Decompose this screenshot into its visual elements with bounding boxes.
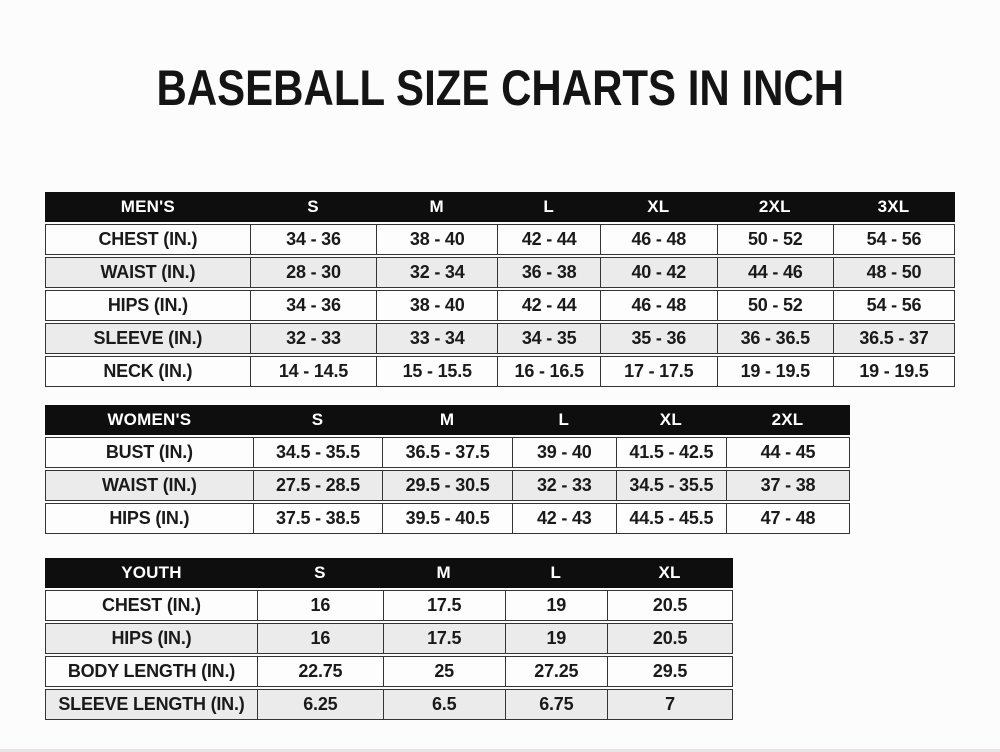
size-value-cell: 42 - 44 <box>497 290 600 321</box>
size-value-cell: 36 - 36.5 <box>717 323 833 354</box>
size-value-cell: 38 - 40 <box>376 224 497 255</box>
table-row <box>45 689 733 720</box>
size-value-cell: 48 - 50 <box>833 257 955 288</box>
col-header: 3XL <box>833 192 955 222</box>
size-value-cell: 19 <box>505 590 608 621</box>
size-value-cell: 16 <box>257 623 383 654</box>
size-value-cell: 20.5 <box>607 623 733 654</box>
size-value-cell: 6.5 <box>383 689 505 720</box>
page-title <box>0 60 1000 116</box>
table-row <box>45 656 733 687</box>
size-value-cell: 27.25 <box>505 656 608 687</box>
size-value-cell: 16 - 16.5 <box>497 356 600 387</box>
col-header: S <box>257 558 383 588</box>
row-label: HIPS (IN.) <box>45 290 250 321</box>
size-value-cell: 32 - 33 <box>512 470 616 501</box>
womens-header-row <box>45 405 850 435</box>
size-value-cell: 6.75 <box>505 689 608 720</box>
table-row <box>45 290 955 321</box>
row-label: NECK (IN.) <box>45 356 250 387</box>
table-row <box>45 470 850 501</box>
size-value-cell: 19 - 19.5 <box>717 356 833 387</box>
table-row <box>45 257 955 288</box>
col-header: 2XL <box>717 192 833 222</box>
size-value-cell: 28 - 30 <box>250 257 376 288</box>
col-header: L <box>505 558 608 588</box>
size-value-cell: 42 - 44 <box>497 224 600 255</box>
size-value-cell: 17 - 17.5 <box>600 356 716 387</box>
row-label: HIPS (IN.) <box>45 503 253 534</box>
row-label: WAIST (IN.) <box>45 257 250 288</box>
col-header: L <box>512 405 616 435</box>
col-header: XL <box>607 558 733 588</box>
table-row <box>45 323 955 354</box>
size-value-cell: 29.5 <box>607 656 733 687</box>
size-value-cell: 20.5 <box>607 590 733 621</box>
row-label: CHEST (IN.) <box>45 590 257 621</box>
row-label: BUST (IN.) <box>45 437 253 468</box>
size-value-cell: 41.5 - 42.5 <box>616 437 726 468</box>
size-value-cell: 54 - 56 <box>833 224 955 255</box>
size-value-cell: 14 - 14.5 <box>250 356 376 387</box>
size-value-cell: 44 - 45 <box>726 437 850 468</box>
youth-header-row <box>45 558 733 588</box>
size-value-cell: 36.5 - 37 <box>833 323 955 354</box>
size-value-cell: 34 - 36 <box>250 224 376 255</box>
size-value-cell: 34.5 - 35.5 <box>616 470 726 501</box>
table-row <box>45 224 955 255</box>
size-value-cell: 15 - 15.5 <box>376 356 497 387</box>
col-header: S <box>253 405 383 435</box>
size-value-cell: 34.5 - 35.5 <box>253 437 383 468</box>
row-label: BODY LENGTH (IN.) <box>45 656 257 687</box>
table-row <box>45 590 733 621</box>
table-row <box>45 623 733 654</box>
mens-size-table <box>45 190 955 389</box>
col-header: L <box>497 192 600 222</box>
size-value-cell: 6.25 <box>257 689 383 720</box>
row-label: SLEEVE LENGTH (IN.) <box>45 689 257 720</box>
size-value-cell: 42 - 43 <box>512 503 616 534</box>
size-value-cell: 35 - 36 <box>600 323 716 354</box>
size-value-cell: 36 - 38 <box>497 257 600 288</box>
col-header: XL <box>616 405 726 435</box>
size-value-cell: 7 <box>607 689 733 720</box>
col-header: 2XL <box>726 405 850 435</box>
size-value-cell: 50 - 52 <box>717 224 833 255</box>
col-header: WOMEN'S <box>45 405 253 435</box>
size-value-cell: 16 <box>257 590 383 621</box>
row-label: SLEEVE (IN.) <box>45 323 250 354</box>
size-value-cell: 46 - 48 <box>600 224 716 255</box>
col-header: YOUTH <box>45 558 257 588</box>
col-header: M <box>376 192 497 222</box>
col-header: S <box>250 192 376 222</box>
size-value-cell: 46 - 48 <box>600 290 716 321</box>
col-header: MEN'S <box>45 192 250 222</box>
size-value-cell: 36.5 - 37.5 <box>382 437 512 468</box>
col-header: M <box>382 405 512 435</box>
size-value-cell: 32 - 34 <box>376 257 497 288</box>
size-value-cell: 40 - 42 <box>600 257 716 288</box>
row-label: HIPS (IN.) <box>45 623 257 654</box>
table-row <box>45 437 850 468</box>
size-value-cell: 27.5 - 28.5 <box>253 470 383 501</box>
size-value-cell: 37.5 - 38.5 <box>253 503 383 534</box>
size-value-cell: 17.5 <box>383 590 505 621</box>
row-label: WAIST (IN.) <box>45 470 253 501</box>
size-value-cell: 32 - 33 <box>250 323 376 354</box>
row-label: CHEST (IN.) <box>45 224 250 255</box>
size-value-cell: 25 <box>383 656 505 687</box>
size-value-cell: 29.5 - 30.5 <box>382 470 512 501</box>
page-title-text: BASEBALL SIZE CHARTS IN INCH <box>156 60 844 116</box>
womens-size-table <box>45 403 850 536</box>
size-value-cell: 19 - 19.5 <box>833 356 955 387</box>
size-value-cell: 34 - 36 <box>250 290 376 321</box>
size-value-cell: 50 - 52 <box>717 290 833 321</box>
col-header: M <box>383 558 505 588</box>
table-row <box>45 503 850 534</box>
col-header: XL <box>600 192 716 222</box>
youth-size-table <box>45 556 733 722</box>
size-value-cell: 19 <box>505 623 608 654</box>
size-value-cell: 37 - 38 <box>726 470 850 501</box>
size-value-cell: 33 - 34 <box>376 323 497 354</box>
size-value-cell: 44 - 46 <box>717 257 833 288</box>
mens-header-row <box>45 192 955 222</box>
size-value-cell: 39.5 - 40.5 <box>382 503 512 534</box>
size-value-cell: 34 - 35 <box>497 323 600 354</box>
size-value-cell: 17.5 <box>383 623 505 654</box>
size-value-cell: 47 - 48 <box>726 503 850 534</box>
size-value-cell: 39 - 40 <box>512 437 616 468</box>
size-value-cell: 22.75 <box>257 656 383 687</box>
size-value-cell: 54 - 56 <box>833 290 955 321</box>
table-row <box>45 356 955 387</box>
size-value-cell: 44.5 - 45.5 <box>616 503 726 534</box>
size-value-cell: 38 - 40 <box>376 290 497 321</box>
